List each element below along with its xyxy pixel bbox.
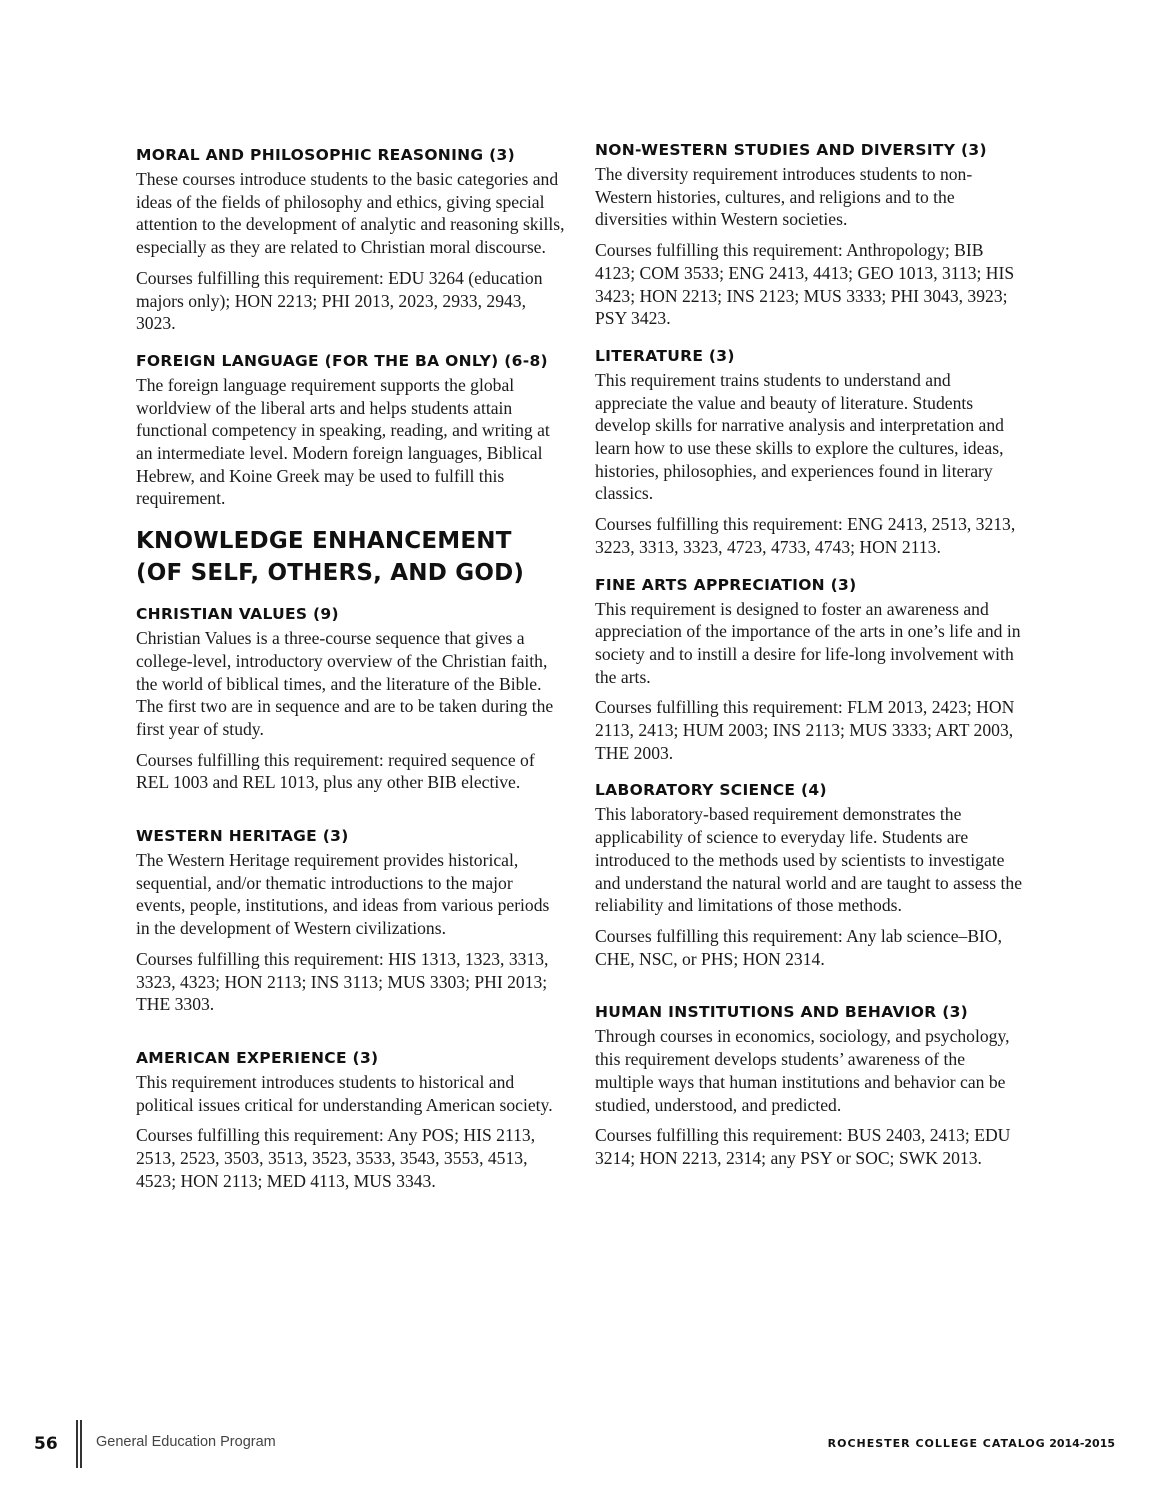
western-heritage-section [136, 825, 566, 1016]
american-experience-section [136, 1047, 566, 1193]
section-body: The Western Heritage requirement provides historical, sequential, and/or thematic introductions to the major events, people, institutions, and ideas from various periods in the development of Western civilizations. [136, 850, 550, 939]
human-institutions-section [595, 1001, 1025, 1169]
foreign-language-section [136, 350, 566, 510]
section-courses: Courses fulfilling this requirement: Any lab science–BIO, CHE, NSC, or PHS; HON 2314. [595, 925, 1003, 969]
section-courses: Courses fulfilling this requirement: required sequence of REL 1003 and REL 1013, plus any other BIB elective. [136, 749, 535, 793]
section-courses: Courses fulfilling this requirement: ENG 2413, 2513, 3213, 3223, 3313, 3323, 4723, 4733, 4743; HON 2113. [595, 514, 1016, 557]
title-line-2: (OF SELF, OTHERS, AND GOD) [136, 560, 525, 587]
section-heading: NON-WESTERN STUDIES AND DIVERSITY (3) [595, 141, 987, 159]
moral-reasoning-section [136, 144, 566, 335]
footer-section-name: General Education Program [96, 1434, 276, 1450]
section-body: Christian Values is a three-course sequence that gives a college-level, introductory overview of the Christian faith, the world of biblical times, and the literature of the Bible. The first two are in sequence and are to be taken during the first year of study. [136, 628, 554, 739]
section-heading: LABORATORY SCIENCE (4) [595, 781, 827, 800]
section-body: This requirement is designed to foster an awareness and appreciation of the importance of the arts in one’s life and in society and to instill a desire for life-long involvement with the arts. [595, 598, 1021, 687]
right-column [595, 139, 1025, 1185]
section-heading: CHRISTIAN VALUES (9) [136, 605, 339, 624]
section-courses: Courses fulfilling this requirement: FLM 2013, 2423; HON 2113, 2413; HUM 2003; INS 2113; MUS 3333; ART 2003, THE 2003. [595, 697, 1015, 763]
literature-section [595, 345, 1025, 559]
fine-arts-section [595, 574, 1025, 765]
section-body: This laboratory-based requirement demonstrates the applicability of science to everyday life. Students are introduced to the methods used by scientists to investigate and understand the natural world and are taught to assess the reliability and limitations of those methods. [595, 804, 1023, 916]
title-line-1: KNOWLEDGE ENHANCEMENT [136, 528, 512, 555]
section-heading: FINE ARTS APPRECIATION (3) [595, 575, 857, 594]
section-courses: Courses fulfilling this requirement: BUS 2403, 2413; EDU 3214; HON 2213, 2314; any PSY or SOC; SWK 2013. [595, 1125, 1011, 1168]
section-heading: AMERICAN EXPERIENCE (3) [136, 1048, 379, 1067]
section-courses: Courses fulfilling this requirement: EDU 3264 (education majors only); HON 2213; PHI 2013, 2023, 2933, 2943, 3023. [136, 267, 543, 334]
section-heading: LITERATURE (3) [595, 346, 735, 365]
lab-science-section [595, 779, 1025, 970]
knowledge-enhancement-title [136, 525, 566, 589]
catalog-label [828, 1437, 1115, 1450]
catalog-name: ROCHESTER COLLEGE CATALOG [827, 1437, 1046, 1450]
section-heading: MORAL AND PHILOSOPHIC REASONING (3) [136, 146, 515, 164]
catalog-year: 2014-2015 [1049, 1437, 1115, 1450]
section-heading: FOREIGN LANGUAGE (FOR THE BA ONLY) (6-8) [136, 351, 548, 370]
left-column [136, 144, 566, 1208]
non-western-section [595, 139, 1025, 330]
section-body: Through courses in economics, sociology, and psychology, this requirement develops students’ awareness of the multiple ways that human institutions and behavior can be studied, understood, and predicted. [595, 1026, 1010, 1115]
footer-divider [76, 1420, 78, 1468]
section-body: The diversity requirement introduces students to non-Western histories, cultures, and religions and to the diversities within Western societies. [595, 164, 973, 230]
section-body: This requirement introduces students to historical and political issues critical for understanding American society. [136, 1071, 553, 1115]
section-heading: HUMAN INSTITUTIONS AND BEHAVIOR (3) [595, 1003, 969, 1022]
page-footer [0, 1420, 1156, 1470]
page-number: 56 [34, 1434, 58, 1454]
section-courses: Courses fulfilling this requirement: Any POS; HIS 2113, 2513, 2523, 3503, 3513, 3523, 3533, 3543, 3553, 4513, 4523; HON 2113; MED 4113, MUS 3343. [136, 1125, 536, 1191]
christian-values-section [136, 603, 566, 794]
section-body: The foreign language requirement supports the global worldview of the liberal arts and helps students attain functional competency in speaking, reading, and writing at an intermediate level. Modern foreign languages, Biblical Hebrew, and Koine Greek may be used to fulfill this requirement. [136, 374, 550, 509]
section-heading: WESTERN HERITAGE (3) [136, 827, 349, 846]
section-courses: Courses fulfilling this requirement: HIS 1313, 1323, 3313, 3323, 4323; HON 2113; INS 3113; MUS 3303; PHI 2013; THE 3303. [136, 948, 549, 1015]
section-body: These courses introduce students to the basic categories and ideas of the fields of philosophy and ethics, giving special attention to the development of analytic and reasoning skills, especially as they are related to Christian moral discourse. [136, 169, 565, 258]
section-body: This requirement trains students to understand and appreciate the value and beauty of literature. Students develop skills for narrative analysis and interpretation and learn how to use these skills to explore the cultures, ideas, histories, philosophies, and experiences found in literary classics. [595, 369, 1004, 504]
footer-divider [80, 1420, 82, 1468]
section-courses: Courses fulfilling this requirement: Anthropology; BIB 4123; COM 3533; ENG 2413, 4413; GEO 1013, 3113; HIS 3423; HON 2213; INS 2123; MUS 3333; PHI 3043, 3923; PSY 3423. [595, 240, 1015, 329]
